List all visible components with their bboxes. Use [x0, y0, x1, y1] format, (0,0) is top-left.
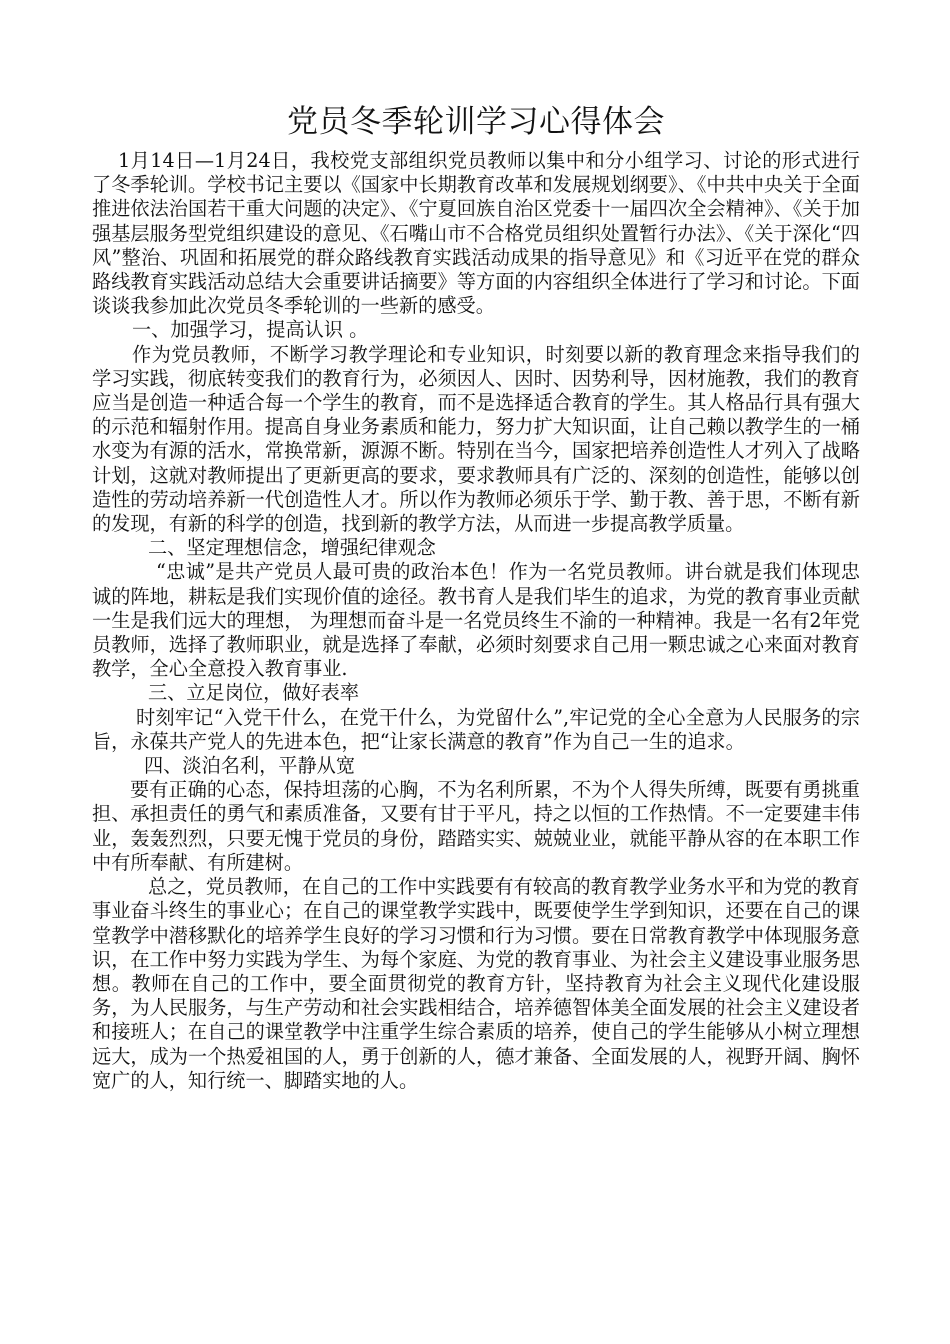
section-heading-1: 一、加强学习，提高认识 。 — [132, 318, 369, 342]
conclusion-paragraph: 总之，党员教师，在自己的工作中实践要有有较高的教育教学业务水平和为党的教育事业奋斗终生的事业心；在自己的课堂教学实践中，既要使学生学到知识，还要在自己的课堂教学中潜移默化的培养学生良好的学习习惯和行为习惯。要在日常教育教学中体现服务意识，在工作中努力实践为学生、为每个家庭、为党的教育事业、为社会主义建设事业服务思想。教师在自己的工作中，要全面贯彻党的教育方针，坚持教育为社会主义现代化建设服务，为人民服务，与生产劳动和社会实践相结合，培养德智体美全面发展的社会主义建设者和接班人；在自己的课堂教学中注重学生综合素质的培养，使自己的学生能够从小树立理想远大，成为一个热爱祖国的人，勇于创新的人，德才兼备、全面发展的人，视野开阔、胸怀宽广的人，知行统一、脚踏实地的人。 — [92, 875, 860, 1092]
document-page — [92, 100, 860, 1093]
intro-paragraph: 1月14日—1月24日，我校党支部组织党员教师以集中和分小组学习、讨论的形式进行了冬季轮训。学校书记主要以《国家中长期教育改革和发展规划纲要》、《中共中央关于全面推进依法治国若干重大问题的决定》、《宁夏回族自治区党委十一届四次全会精神》、《关于加强基层服务型党组织建设的意见、《石嘴山市不合格党员组织处置暂行办法》、《关于深化“四风”整治、巩固和拓展党的群众路线教育实践活动成果的指导意见》和《习近平在党的群众路线教育实践活动总结大会重要讲话摘要》等方面的内容组织全体进行了学习和讨论。下面谈谈我参加此次党员冬季轮训的一些新的感受。 — [92, 149, 860, 318]
section-body-2: “忠诚”是共产党员人最可贵的政治本色！作为一名党员教师。讲台就是我们体现忠诚的阵地，耕耘是我们实现价值的途径。教书育人是我们毕生的追求，为党的教育事业贡献一生是我们远大的理想， 为理想而奋斗是一名党员终生不渝的一种精神。我是一名有2年党员教师，选择了教师职业，就是选择了奉献，必须时刻要求自己用一颗忠诚之心来面对教育教学，全心全意投入教育事业. — [92, 560, 860, 681]
section-body-4: 要有正确的心态，保持坦荡的心胸，不为名利所累，不为个人得失所缚，既要有勇挑重担、承担责任的勇气和素质准备，又要有甘于平凡，持之以恒的工作热情。不一定要建丰伟业，轰轰烈烈，只要无愧于党员的身份，踏踏实实、兢兢业业，就能平静从容的在本职工作中有所奉献、有所建树。 — [92, 778, 860, 874]
section-body-1: 作为党员教师，不断学习教学理论和专业知识，时刻要以新的教育理念来指导我们的学习实践，彻底转变我们的教育行为，必须因人、因时、因势利导，因材施教，我们的教育应当是创造一种适合每一个学生的教育，而不是选择适合教育的学生。其人格品行具有强大的示范和辐射作用。提高自身业务素质和能力，努力扩大知识面，让自己赖以教学生的一桶水变为有源的活水，常换常新，源源不断。特别在当今，国家把培养创造性人才列入了战略计划，这就对教师提出了更新更高的要求，要求教师具有广泛的、深刻的创造性，能够以创造性的劳动培养新一代创造性人才。所以作为教师必须乐于学、勤于教、善于思，不断有新的发现，有新的科学的创造，找到新的教学方法，从而进一步提高教学质量。 — [92, 342, 860, 536]
section-body-3: 时刻牢记“入党干什么，在党干什么，为党留什么”,牢记党的全心全意为人民服务的宗旨，永葆共产党人的先进本色，把“让家长满意的教育”作为自己一生的追求。 — [92, 705, 860, 753]
section-heading-4: 四、淡泊名利，平静从宽 — [144, 754, 356, 778]
section-heading-2: 二、坚定理想信念，增强纪律观念 — [148, 536, 436, 560]
section-heading-3: 三、立足岗位，做好表率 — [148, 681, 360, 705]
document-title: 党员冬季轮训学习心得体会 — [287, 104, 665, 140]
